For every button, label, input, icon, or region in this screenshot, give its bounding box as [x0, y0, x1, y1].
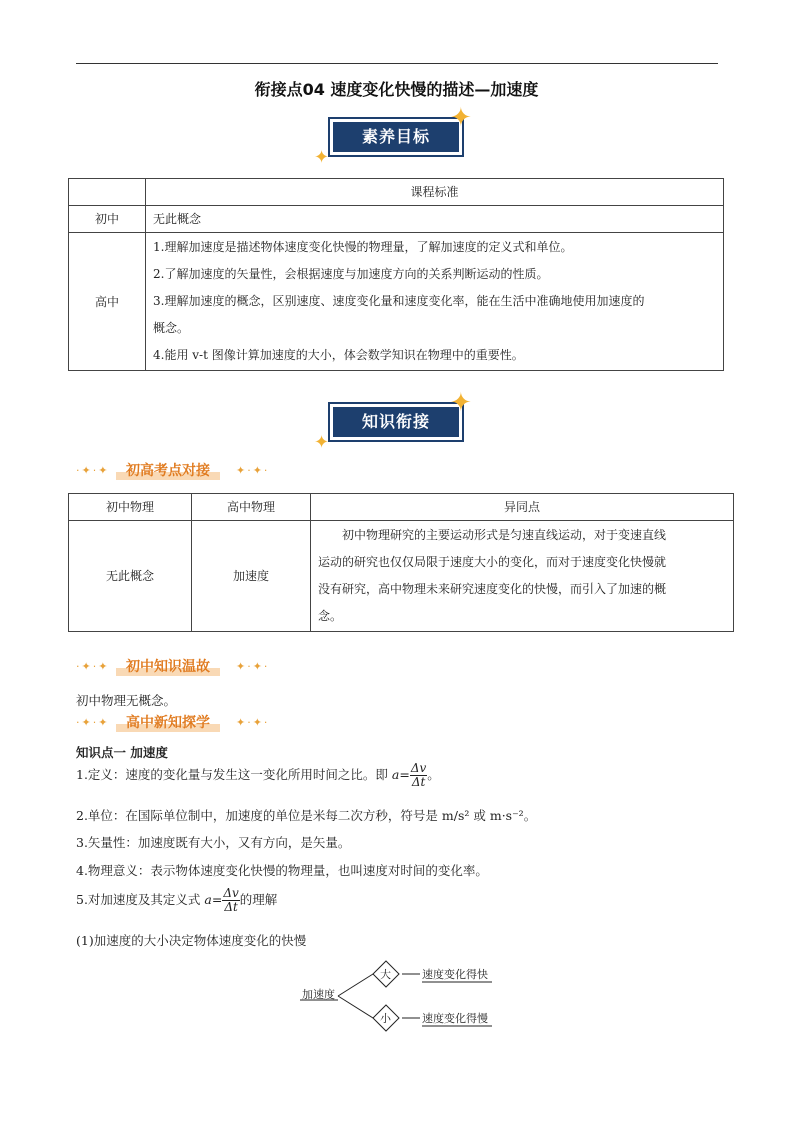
- table-cell: 无此概念: [69, 521, 192, 632]
- denominator: Δt: [224, 900, 238, 914]
- table-header: 初中物理: [69, 494, 192, 521]
- ribbon-label: 初中知识温故: [126, 659, 210, 675]
- section-ribbon: [76, 714, 276, 734]
- definition-line: [76, 762, 440, 789]
- understanding-line: [76, 887, 277, 914]
- star-icon: ✦: [450, 388, 472, 418]
- fraction: [410, 762, 427, 789]
- paragraph: 3.矢量性：加速度既有大小，又有方向，是矢量。: [76, 835, 351, 850]
- numerator: Δv: [223, 886, 239, 900]
- list-item: 3.理解加速度的概念，区别速度、速度变化量和速度变化率，能在生活中准确地使用加速度的: [153, 294, 645, 308]
- header-rule: [76, 63, 718, 64]
- diagram-root: 加速度: [302, 988, 335, 1001]
- text-line: 初中物理研究的主要运动形式是匀速直线运动，对于变速直线: [342, 528, 667, 542]
- star-icon: ✦: [450, 103, 472, 133]
- fraction: [222, 887, 239, 914]
- curriculum-table: [68, 178, 724, 371]
- sparkle-icon: ·✦·✦: [76, 716, 110, 729]
- table-cell: 加速度: [192, 521, 311, 632]
- table-cell: [69, 179, 146, 206]
- text: 的理解: [239, 892, 278, 907]
- sparkle-icon: ✦·✦·: [236, 464, 270, 477]
- star-icon: ✦: [314, 432, 330, 453]
- formula-symbol: a: [391, 767, 400, 782]
- banner-literacy-goals: [314, 103, 472, 168]
- paragraph: 初中物理无概念。: [76, 693, 177, 708]
- table-cell: [311, 521, 734, 632]
- banner-label: 素养目标: [361, 127, 430, 146]
- paragraph: (1)加速度的大小决定物体速度变化的快慢: [76, 933, 307, 948]
- section-ribbon: [76, 658, 276, 678]
- row-label: 高中: [69, 233, 146, 371]
- table-cell: [146, 233, 724, 371]
- text-line: 念。: [318, 609, 343, 623]
- diagram-big-result: 速度变化得快: [422, 968, 488, 981]
- table-header: 异同点: [311, 494, 734, 521]
- sparkle-icon: ·✦·✦: [76, 660, 110, 673]
- banner-knowledge-link: [314, 388, 472, 453]
- star-icon: ✦: [314, 147, 330, 168]
- formula-symbol: =: [399, 767, 410, 782]
- ribbon-label: 初高考点对接: [126, 463, 210, 479]
- paragraph: 4.物理意义：表示物体速度变化快慢的物理量，也叫速度对时间的变化率。: [76, 863, 488, 878]
- denominator: Δt: [411, 775, 426, 789]
- text: 1.定义：速度的变化量与发生这一变化所用时间之比。即: [76, 767, 392, 782]
- list-item: 2.了解加速度的矢量性，会根据速度与加速度方向的关系判断运动的性质。: [153, 267, 549, 281]
- sparkle-icon: ·✦·✦: [76, 464, 110, 477]
- ribbon-label: 高中新知探学: [126, 715, 210, 731]
- diagram-small: 小: [380, 1012, 391, 1025]
- numerator: Δv: [410, 761, 427, 775]
- table-header: 高中物理: [192, 494, 311, 521]
- section-ribbon: [76, 462, 276, 482]
- text: 。: [427, 767, 440, 782]
- table-header: 课程标准: [146, 179, 724, 206]
- text-line: 运动的研究也仅仅局限于速度大小的变化，而对于速度变化快慢就: [318, 555, 667, 569]
- banner-label: 知识衔接: [361, 412, 430, 431]
- text: 5.对加速度及其定义式: [76, 892, 205, 907]
- list-item: 4.能用 v-t 图像计算加速度的大小，体会数学知识在物理中的重要性。: [153, 348, 524, 362]
- sparkle-icon: ✦·✦·: [236, 716, 270, 729]
- page-title: 衔接点04 速度变化快慢的描述—加速度: [254, 80, 539, 99]
- list-item: 1.理解加速度是描述物体速度变化快慢的物理量，了解加速度的定义式和单位。: [153, 240, 573, 254]
- paragraph: 2.单位：在国际单位制中，加速度的单位是米每二次方秒，符号是 m/s² 或 m·s⁻²。: [76, 808, 537, 823]
- table-cell: 无此概念: [146, 206, 724, 233]
- row-label: 初中: [69, 206, 146, 233]
- formula-symbol: =: [211, 892, 223, 907]
- diagram-small-result: 速度变化得慢: [422, 1012, 488, 1025]
- diagram-big: 大: [380, 968, 391, 981]
- sparkle-icon: ✦·✦·: [236, 660, 270, 673]
- formula-symbol: a: [204, 892, 212, 907]
- acceleration-diagram: [298, 956, 498, 1036]
- comparison-table: [68, 493, 734, 632]
- knowledge-point-title: 知识点一 加速度: [76, 745, 168, 760]
- text-line: 没有研究，高中物理未来研究速度变化的快慢，而引入了加速的概: [318, 582, 667, 596]
- list-item: 概念。: [153, 321, 190, 335]
